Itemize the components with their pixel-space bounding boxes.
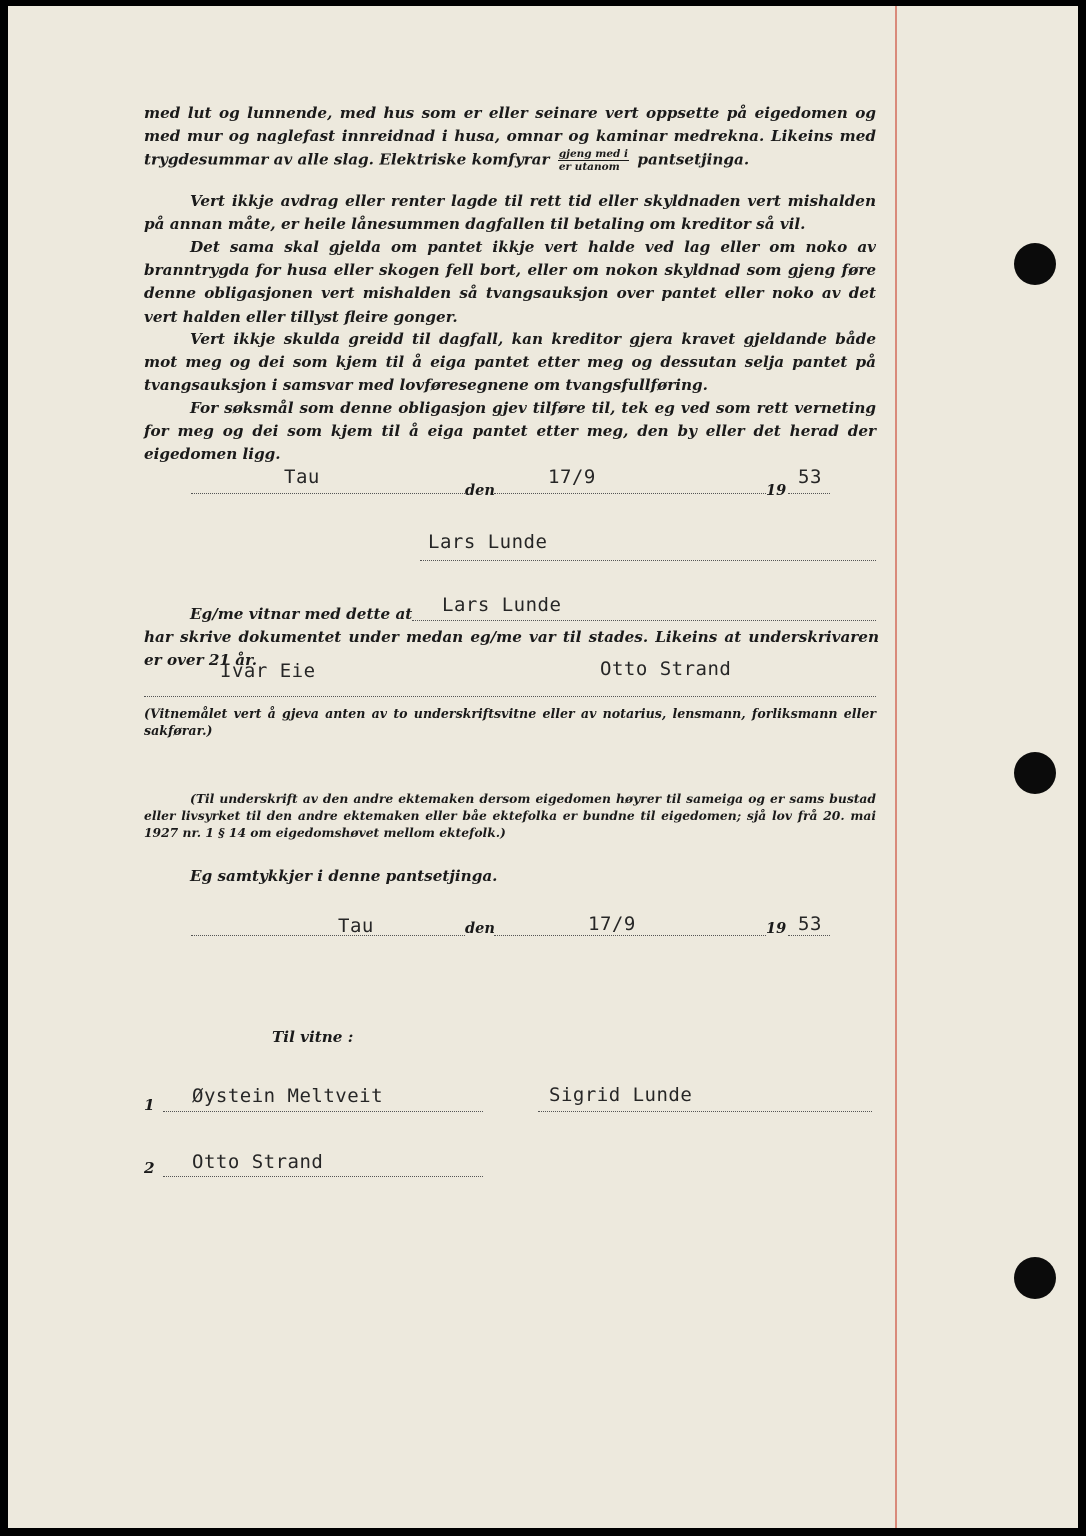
witness-row-1-name: Øystein Meltveit: [192, 1085, 384, 1107]
p1-text: med lut og lunnende, med hus som er eller seinare vert oppsette på eigedomen og med mur og naglefast innreidnad i husa, omnar og kaminar medrekna. Likeins med trygdesummar av alle slag. Elektriske komfyrar: [144, 104, 876, 169]
place-line-2: [191, 935, 465, 936]
fraction-top: gjeng med i: [558, 148, 629, 161]
year-value-2: 53: [798, 913, 822, 935]
place-value-1: Tau: [284, 466, 320, 488]
spouse-signature-line: [538, 1111, 872, 1112]
year-value-1: 53: [798, 466, 822, 488]
witness-signature-line: [144, 696, 876, 697]
witness-intro-line: [412, 620, 876, 621]
red-margin-line: [895, 6, 897, 1528]
signer-name: Lars Lunde: [428, 531, 548, 553]
p1-tail: pantsetjinga.: [637, 150, 750, 169]
spouse-signature: Sigrid Lunde: [549, 1084, 693, 1106]
witness-row-1-number: 1: [144, 1096, 155, 1114]
paragraph-insurance: Det sama skal gjelda om pantet ikkje vert halde ved lag eller om noko av branntrygda for husa eller skogen fell bort, eller om nokon skyldnad som gjeng føre denne obligasjonen vert mishalden så tvangsauksjon over pantet eller noko av det vert halden eller tillyst fleire gonger.: [144, 238, 876, 326]
fraction-choice: [558, 148, 629, 173]
paragraph-enforcement: Vert ikkje skulda greidd til dagfall, kan kreditor gjera kravet gjeldande både mot meg og dei som kjem til å eiga pantet etter meg og dessutan selja pantet på tvangsauksjon i samsvar med lovføresegnene om tvangsfullføring.: [144, 330, 876, 395]
paragraph-default: Vert ikkje avdrag eller renter lagde til rett tid eller skyldnaden vert mishalden på annan måte, er heile lånesummen dagfallen til betaling om kreditor så vil.: [144, 192, 876, 234]
document-page: [8, 6, 1078, 1528]
paragraph-venue: For søksmål som denne obligasjon gjev tilføre til, tek eg ved som rett verneting for meg og dei som kjem til å eiga pantet etter meg, den by eller det herad der eigedomen ligg.: [144, 399, 876, 464]
date-line-2: [494, 935, 766, 936]
date-value-1: 17/9: [548, 466, 596, 488]
witness-intro-name: Lars Lunde: [442, 594, 562, 616]
witness-row-2-name: Otto Strand: [192, 1151, 324, 1173]
paragraph-property-scope: [144, 102, 876, 173]
spouse-note: (Til underskrift av den andre ektemaken dersom eigedomen høyrer til sameiga og er sams bustad eller livsyrket til den andre ektemaken eller båe ektefolka er bundne til eigedomen; sjå lov frå 20. mai 1927 nr. 1 § 14 om eigedomshøvet mellom ektefolk.): [144, 791, 876, 840]
punch-hole-2: [1014, 752, 1056, 794]
year-prefix-1: 19: [766, 482, 787, 499]
punch-hole-3: [1014, 1257, 1056, 1299]
year-prefix-2: 19: [766, 920, 787, 937]
signature-line: [420, 560, 876, 561]
witness-statement: har skrive dokumentet under medan eg/me var til stades. Likeins at underskrivaren er over 21 år.: [144, 628, 879, 670]
witness-note: (Vitnemålet vert å gjeva anten av to underskriftsvitne eller av notarius, lensmann, forliksmann eller sakførar.): [144, 706, 876, 738]
witness-row-2-number: 2: [144, 1159, 155, 1177]
witness-heading: Til vitne :: [272, 1028, 354, 1046]
witness-row-2-line: [163, 1176, 483, 1177]
year-line-2: [788, 935, 830, 936]
place-value-2: Tau: [338, 915, 374, 937]
witness-row-1-line: [163, 1111, 483, 1112]
fraction-bottom: er utanom: [558, 161, 620, 174]
witness-intro-label: Eg/me vitnar med dette at: [190, 605, 413, 623]
spouse-consent: Eg samtykkjer i denne pantsetjinga.: [190, 867, 498, 885]
year-line-1: [788, 493, 830, 494]
den-label-2: den: [465, 920, 495, 937]
date-value-2: 17/9: [588, 913, 636, 935]
den-label-1: den: [465, 482, 495, 499]
witness-2-signature: Otto Strand: [600, 658, 732, 680]
place-line-1: [191, 493, 465, 494]
punch-hole-1: [1014, 243, 1056, 285]
witness-1-signature: Ivar Eie: [220, 660, 316, 682]
date-line-1: [494, 493, 766, 494]
